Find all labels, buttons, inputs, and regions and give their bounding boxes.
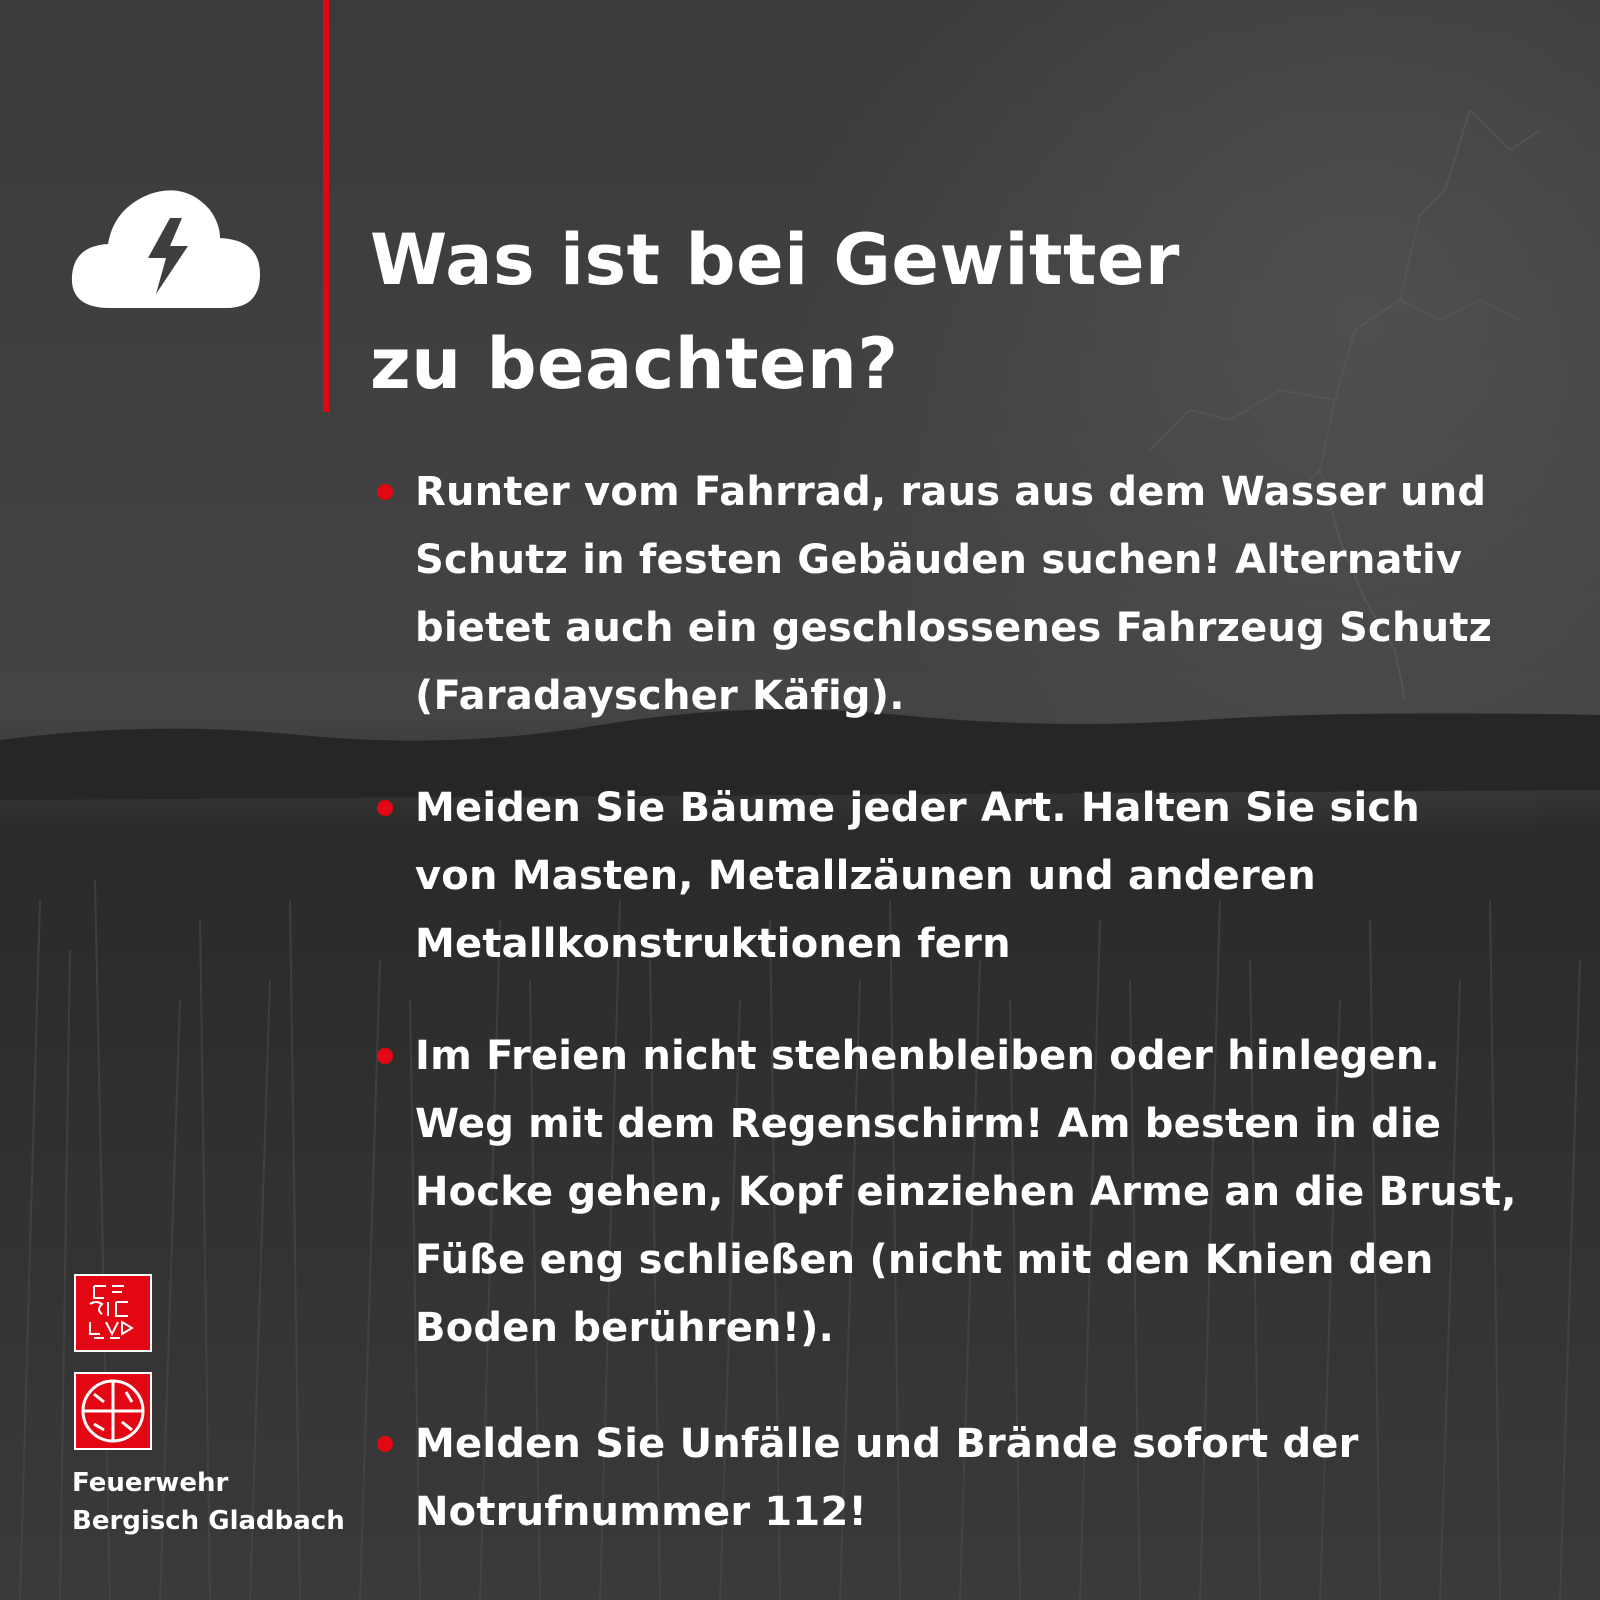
bullet-text-line: Im Freien nicht stehenbleiben oder hinlegen. — [415, 1033, 1440, 1079]
list-item — [370, 1410, 1550, 1546]
organization-name — [72, 1464, 345, 1540]
bullet-text-line: Schutz in festen Gebäuden suchen! Alternativ — [415, 537, 1463, 583]
bullet-text-line: Melden Sie Unfälle und Brände sofort der — [415, 1421, 1359, 1467]
bullet-dot — [377, 1048, 393, 1064]
organization-line-1: Feuerwehr — [72, 1468, 229, 1498]
safety-tips-list — [370, 458, 1550, 1546]
title-line-2: zu beachten? — [370, 323, 899, 405]
city-coat-of-arms-logo — [74, 1274, 152, 1352]
fire-department-emblem-logo — [74, 1372, 152, 1450]
title-line-1: Was ist bei Gewitter — [370, 219, 1180, 301]
list-item — [370, 774, 1550, 978]
page-title — [370, 208, 1520, 416]
bullet-text-line: Metallkonstruktionen fern — [415, 921, 1011, 967]
accent-divider — [323, 0, 329, 412]
list-item — [370, 1022, 1550, 1362]
bullet-text-line: bietet auch ein geschlossenes Fahrzeug Schutz — [415, 605, 1493, 651]
thunderstorm-cloud-icon — [70, 184, 262, 308]
bullet-text-line: Weg mit dem Regenschirm! Am besten in die — [415, 1101, 1442, 1147]
bullet-text-line: (Faradayscher Käfig). — [415, 673, 905, 719]
organization-line-2: Bergisch Gladbach — [72, 1506, 345, 1536]
bullet-text-line: Notrufnummer 112! — [415, 1489, 867, 1535]
bullet-text-line: Runter vom Fahrrad, raus aus dem Wasser und — [415, 469, 1487, 515]
bullet-text-line: von Masten, Metallzäunen und anderen — [415, 853, 1316, 899]
bullet-dot — [377, 800, 393, 816]
bullet-text-line: Hocke gehen, Kopf einziehen Arme an die Brust, — [415, 1169, 1517, 1215]
bullet-text-line: Meiden Sie Bäume jeder Art. Halten Sie sich — [415, 785, 1420, 831]
list-item — [370, 458, 1550, 730]
bullet-text-line: Boden berühren!). — [415, 1305, 835, 1351]
bullet-dot — [377, 1436, 393, 1452]
bullet-text-line: Füße eng schließen (nicht mit den Knien den — [415, 1237, 1434, 1283]
bullet-dot — [377, 484, 393, 500]
